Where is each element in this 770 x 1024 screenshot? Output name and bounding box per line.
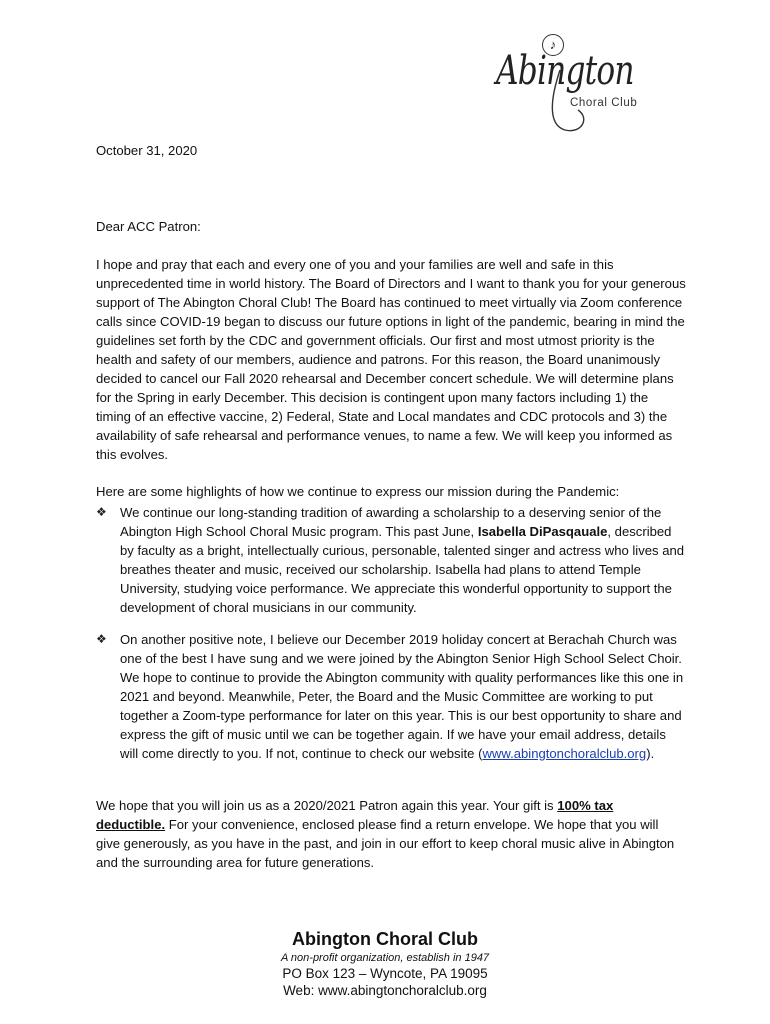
website-link[interactable]: www.abingtonchoralclub.org bbox=[482, 746, 647, 761]
letterhead-footer bbox=[200, 928, 570, 999]
highlight-scholarship bbox=[96, 503, 686, 617]
logo-wordmark: Abington bbox=[496, 48, 634, 94]
club-logo bbox=[490, 30, 660, 140]
paragraph-intro: I hope and pray that each and every one of you and your families are well and safe in this unprecedented time in world history. The Board of Directors and I want to thank you for your generous support of The Abington Choral Club! The Board has continued to meet virtually via Zoom conference calls since COVID-19 began to discuss our future options in light of the pandemic, bearing in mind the guidelines set forth by the CDC and government officials. Our first and most utmost priority is the health and safety of our members, audience and patrons. For this reason, the Board unanimously decided to cancel our Fall 2020 rehearsal and December concert schedule. We will determine plans for the Spring in early December. This decision is contingent upon many factors including 1) the timing of an effective vaccine, 2) Federal, State and Local mandates and CDC protocols and 3) the availability of safe rehearsal and performance venues, to name a few. We will keep you informed as this evolves. bbox=[96, 257, 686, 462]
bullet-diamond-icon: ❖ bbox=[96, 632, 107, 646]
footer-title: Abington Choral Club bbox=[292, 929, 478, 949]
paragraph-highlights-lead: Here are some highlights of how we continue to express our mission during the Pandemic: bbox=[96, 484, 620, 499]
music-note-icon: ♪ bbox=[542, 34, 564, 56]
letter-date: October 31, 2020 bbox=[96, 143, 198, 158]
highlight-concert bbox=[96, 630, 686, 763]
paragraph-patron-appeal: We hope that you will join us as a 2020/2021 Patron again this year. Your gift is 100% tax deductible. For your convenience, enclosed please find a return envelope. We hope that you will give generously, as you have in the past, and join in our effort to keep choral music alive in Abington and the surrounding area for future generations. bbox=[96, 798, 675, 870]
highlight-concert-text: On another positive note, I believe our December 2019 holiday concert at Berachah Church was one of the best I have sung and we were joined by the Abington Senior High School Select Choir. We hope to continue to provide the Abington community with quality performances like this one in 2021 and beyond. Meanwhile, Peter, the Board and the Music Committee are working to put together a Zoom-type performance for later on this year. This is our best opportunity to share and express the gift of music until we can be together again. If we have your email address, details will come directly to you. If not, continue to check our website (www.abingtonchoralclub.org). bbox=[120, 632, 684, 761]
footer-address: PO Box 123 – Wyncote, PA 19095 bbox=[282, 966, 488, 981]
bullet-diamond-icon: ❖ bbox=[96, 505, 107, 519]
footer-tagline: A non-profit organization, establish in 1947 bbox=[280, 952, 490, 964]
scholar-name: Isabella DiPasqauale bbox=[477, 524, 608, 539]
footer-web: Web: www.abingtonchoralclub.org bbox=[283, 983, 487, 998]
logo-subtitle: Choral Club bbox=[570, 97, 638, 109]
highlight-scholarship-text: We continue our long-standing tradition of awarding a scholarship to a deserving senior of the Abington High School Choral Music program. This past June, Isabella DiPasqauale, described by faculty as a bright, intellectually curious, personable, talented singer and actress who lives and breathes theater and music, received our scholarship. Isabella had plans to attend Temple University, studying voice performance. We appreciate this wonderful opportunity to support the development of choral musicians in our community. bbox=[120, 505, 685, 615]
letter-salutation: Dear ACC Patron: bbox=[96, 219, 201, 234]
tax-deductible-note: 100% tax deductible. bbox=[96, 798, 614, 832]
